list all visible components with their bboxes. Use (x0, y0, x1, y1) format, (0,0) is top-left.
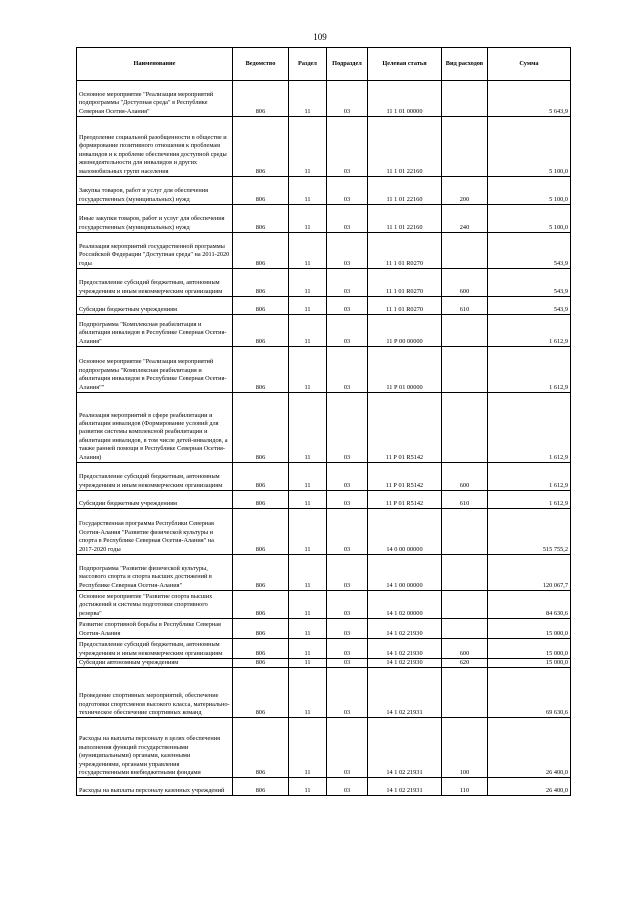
table-row (77, 347, 571, 393)
cell-expense-type: 240 (442, 205, 488, 233)
cell-subsection: 03 (327, 463, 368, 491)
cell-target-article: 11 1 01 00000 (368, 81, 442, 117)
cell-sum: 1 612,9 (488, 393, 571, 463)
cell-name: Реализация мероприятий в сфере реабилитации и абилитации инвалидов (Формирование условий для развития системы комплексной реабилитации и абилитации инвалидов, в том числе детей-инвалидов, а также ранней помощи в Республике Северная Осетия-Алания) (77, 393, 233, 463)
cell-name: Субсидии бюджетным учреждениям (77, 491, 233, 509)
cell-sum: 69 630,6 (488, 668, 571, 718)
cell-expense-type (442, 117, 488, 177)
cell-name: Предоставление субсидий бюджетным, автономным учреждениям и иным некоммерческим организациям (77, 269, 233, 297)
cell-department: 806 (233, 668, 289, 718)
cell-sum: 15 000,0 (488, 619, 571, 639)
cell-sum: 5 643,9 (488, 81, 571, 117)
cell-subsection: 03 (327, 117, 368, 177)
cell-name: Иные закупки товаров, работ и услуг для обеспечения государственных (муниципальных) нужд (77, 205, 233, 233)
cell-name: Закупка товаров, работ и услуг для обеспечения государственных (муниципальных) нужд (77, 177, 233, 205)
table-row (77, 315, 571, 347)
cell-subsection: 03 (327, 659, 368, 668)
budget-table (76, 47, 571, 796)
cell-section: 11 (289, 718, 327, 778)
header-target-article: Целевая статья (368, 48, 442, 81)
cell-department: 806 (233, 297, 289, 315)
cell-section: 11 (289, 619, 327, 639)
cell-sum: 1 612,9 (488, 347, 571, 393)
cell-sum: 26 400,0 (488, 718, 571, 778)
cell-name: Преодоление социальной разобщенности в обществе и формирование позитивного отношения к проблемам инвалидов и к проблеме обеспечения доступной среды жизнедеятельности для инвалидов и других маломобильных групп населения (77, 117, 233, 177)
cell-department: 806 (233, 347, 289, 393)
cell-section: 11 (289, 591, 327, 619)
cell-subsection: 03 (327, 269, 368, 297)
table-row (77, 718, 571, 778)
cell-name: Основное мероприятие "Реализация мероприятий подпрограммы "Комплексная реабилитация и абилитация инвалидов в Республике Северная Осетия-Алания"" (77, 347, 233, 393)
cell-subsection: 03 (327, 205, 368, 233)
cell-target-article: 11 1 01 R0270 (368, 297, 442, 315)
table-row (77, 491, 571, 509)
cell-subsection: 03 (327, 639, 368, 659)
header-sum: Сумма (488, 48, 571, 81)
cell-sum: 15 000,0 (488, 639, 571, 659)
table-row (77, 233, 571, 269)
cell-target-article: 14 1 02 21930 (368, 659, 442, 668)
cell-section: 11 (289, 639, 327, 659)
cell-subsection: 03 (327, 315, 368, 347)
table-row (77, 639, 571, 659)
page-number: 109 (313, 32, 327, 42)
cell-expense-type: 600 (442, 639, 488, 659)
cell-subsection: 03 (327, 509, 368, 555)
cell-expense-type (442, 591, 488, 619)
cell-name: Основное мероприятие "Развитие спорта высших достижений и системы подготовки спортивного резерва" (77, 591, 233, 619)
cell-name: Подпрограмма "Комплексная реабилитация и абилитация инвалидов в Республике Северная Осетия-Алания" (77, 315, 233, 347)
cell-expense-type: 600 (442, 463, 488, 491)
header-section: Раздел (289, 48, 327, 81)
cell-section: 11 (289, 81, 327, 117)
cell-expense-type: 620 (442, 659, 488, 668)
table-row (77, 463, 571, 491)
cell-sum: 120 067,7 (488, 555, 571, 591)
table-row (77, 177, 571, 205)
cell-department: 806 (233, 463, 289, 491)
cell-subsection: 03 (327, 393, 368, 463)
cell-sum: 5 100,0 (488, 117, 571, 177)
cell-expense-type (442, 555, 488, 591)
table-row (77, 619, 571, 639)
cell-subsection: 03 (327, 177, 368, 205)
cell-target-article: 11 Р 00 00000 (368, 315, 442, 347)
cell-target-article: 11 Р 01 R5142 (368, 393, 442, 463)
table-header-row (77, 48, 571, 81)
cell-name: Предоставление субсидий бюджетным, автономным учреждениям и иным некоммерческим организациям (77, 463, 233, 491)
cell-department: 806 (233, 81, 289, 117)
cell-department: 806 (233, 393, 289, 463)
cell-sum: 1 612,9 (488, 491, 571, 509)
cell-subsection: 03 (327, 347, 368, 393)
cell-expense-type: 610 (442, 297, 488, 315)
cell-target-article: 14 1 02 21930 (368, 619, 442, 639)
cell-sum: 5 100,0 (488, 177, 571, 205)
cell-sum: 543,9 (488, 297, 571, 315)
cell-subsection: 03 (327, 718, 368, 778)
header-subsection: Подраздел (327, 48, 368, 81)
cell-target-article: 11 1 01 R0270 (368, 233, 442, 269)
cell-section: 11 (289, 491, 327, 509)
cell-name: Расходы на выплаты персоналу казенных учреждений (77, 778, 233, 796)
cell-section: 11 (289, 463, 327, 491)
cell-sum: 543,9 (488, 233, 571, 269)
cell-subsection: 03 (327, 591, 368, 619)
cell-section: 11 (289, 393, 327, 463)
table-row (77, 591, 571, 619)
cell-target-article: 14 1 02 21931 (368, 718, 442, 778)
header-expense-type: Вид расходов (442, 48, 488, 81)
cell-department: 806 (233, 619, 289, 639)
cell-section: 11 (289, 269, 327, 297)
cell-department: 806 (233, 718, 289, 778)
cell-subsection: 03 (327, 619, 368, 639)
cell-expense-type: 610 (442, 491, 488, 509)
cell-target-article: 14 1 00 00000 (368, 555, 442, 591)
cell-sum: 26 400,0 (488, 778, 571, 796)
table-row (77, 778, 571, 796)
cell-name: Развитие спортивной борьбы в Республике Северная Осетия-Алания (77, 619, 233, 639)
cell-target-article: 11 Р 01 R5142 (368, 491, 442, 509)
cell-department: 806 (233, 659, 289, 668)
cell-sum: 515 755,2 (488, 509, 571, 555)
header-name: Наименование (77, 48, 233, 81)
cell-target-article: 11 1 01 22160 (368, 205, 442, 233)
cell-section: 11 (289, 117, 327, 177)
table-row (77, 393, 571, 463)
cell-name: Подпрограмма "Развитие физической культуры, массового спорта и спорта высших достижений в Республике Северная Осетия-Алания" (77, 555, 233, 591)
cell-name: Субсидии бюджетным учреждениям (77, 297, 233, 315)
cell-target-article: 14 1 02 21931 (368, 778, 442, 796)
cell-name: Государственная программа Республики Северная Осетия-Алания "Развитие физической культуры и спорта в Республике Северная Осетия-Алания" на 2017-2020 годы (77, 509, 233, 555)
cell-expense-type: 200 (442, 177, 488, 205)
table-row (77, 668, 571, 718)
table-row (77, 509, 571, 555)
cell-expense-type: 110 (442, 778, 488, 796)
cell-section: 11 (289, 205, 327, 233)
cell-section: 11 (289, 315, 327, 347)
cell-target-article: 11 1 01 22160 (368, 177, 442, 205)
cell-sum: 1 612,9 (488, 463, 571, 491)
cell-target-article: 11 Р 01 R5142 (368, 463, 442, 491)
cell-section: 11 (289, 347, 327, 393)
cell-sum: 543,9 (488, 269, 571, 297)
cell-department: 806 (233, 177, 289, 205)
cell-target-article: 11 Р 01 00000 (368, 347, 442, 393)
cell-expense-type (442, 347, 488, 393)
cell-department: 806 (233, 555, 289, 591)
cell-section: 11 (289, 555, 327, 591)
cell-department: 806 (233, 269, 289, 297)
cell-expense-type (442, 81, 488, 117)
cell-expense-type: 600 (442, 269, 488, 297)
cell-department: 806 (233, 591, 289, 619)
cell-subsection: 03 (327, 555, 368, 591)
cell-department: 806 (233, 205, 289, 233)
cell-department: 806 (233, 509, 289, 555)
cell-name: Предоставление субсидий бюджетным, автономным учреждениям и иным некоммерческим организациям (77, 639, 233, 659)
table-row (77, 117, 571, 177)
cell-department: 806 (233, 639, 289, 659)
cell-subsection: 03 (327, 81, 368, 117)
cell-section: 11 (289, 668, 327, 718)
cell-department: 806 (233, 233, 289, 269)
header-department: Ведомство (233, 48, 289, 81)
cell-expense-type (442, 668, 488, 718)
cell-target-article: 14 1 02 00000 (368, 591, 442, 619)
cell-section: 11 (289, 177, 327, 205)
cell-name: Расходы на выплаты персоналу в целях обеспечения выполнения функций государственными (муниципальными) органами, казенными учреждениями, органами управления государственными внебюджетными фондами (77, 718, 233, 778)
cell-expense-type (442, 315, 488, 347)
cell-department: 806 (233, 778, 289, 796)
cell-subsection: 03 (327, 233, 368, 269)
cell-subsection: 03 (327, 668, 368, 718)
cell-subsection: 03 (327, 778, 368, 796)
cell-section: 11 (289, 297, 327, 315)
cell-section: 11 (289, 509, 327, 555)
cell-expense-type (442, 619, 488, 639)
table-row (77, 81, 571, 117)
cell-expense-type (442, 509, 488, 555)
cell-subsection: 03 (327, 491, 368, 509)
cell-section: 11 (289, 233, 327, 269)
cell-expense-type (442, 393, 488, 463)
cell-department: 806 (233, 491, 289, 509)
cell-expense-type (442, 233, 488, 269)
table-row (77, 659, 571, 668)
cell-target-article: 14 0 00 00000 (368, 509, 442, 555)
cell-department: 806 (233, 117, 289, 177)
cell-name: Основное мероприятие "Реализация мероприятий подпрограммы "Доступная среда" в Республике Северная Осетия-Алания" (77, 81, 233, 117)
cell-target-article: 14 1 02 21930 (368, 639, 442, 659)
cell-target-article: 11 1 01 R0270 (368, 269, 442, 297)
cell-sum: 5 100,0 (488, 205, 571, 233)
table-row (77, 205, 571, 233)
cell-section: 11 (289, 659, 327, 668)
cell-sum: 15 000,0 (488, 659, 571, 668)
cell-section: 11 (289, 778, 327, 796)
cell-sum: 1 612,9 (488, 315, 571, 347)
cell-target-article: 11 1 01 22160 (368, 117, 442, 177)
cell-target-article: 14 1 02 21931 (368, 668, 442, 718)
table-row (77, 555, 571, 591)
cell-sum: 84 630,6 (488, 591, 571, 619)
cell-name: Проведение спортивных мероприятий, обеспечение подготовки спортсменов высокого класса, материально-техническое обеспечение спортивных команд (77, 668, 233, 718)
cell-name: Реализация мероприятий государственной программы Российской Федерации "Доступная среда" на 2011-2020 годы (77, 233, 233, 269)
table-row (77, 269, 571, 297)
cell-subsection: 03 (327, 297, 368, 315)
cell-department: 806 (233, 315, 289, 347)
table-row (77, 297, 571, 315)
cell-expense-type: 100 (442, 718, 488, 778)
cell-name: Субсидии автономным учреждениям (77, 659, 233, 668)
